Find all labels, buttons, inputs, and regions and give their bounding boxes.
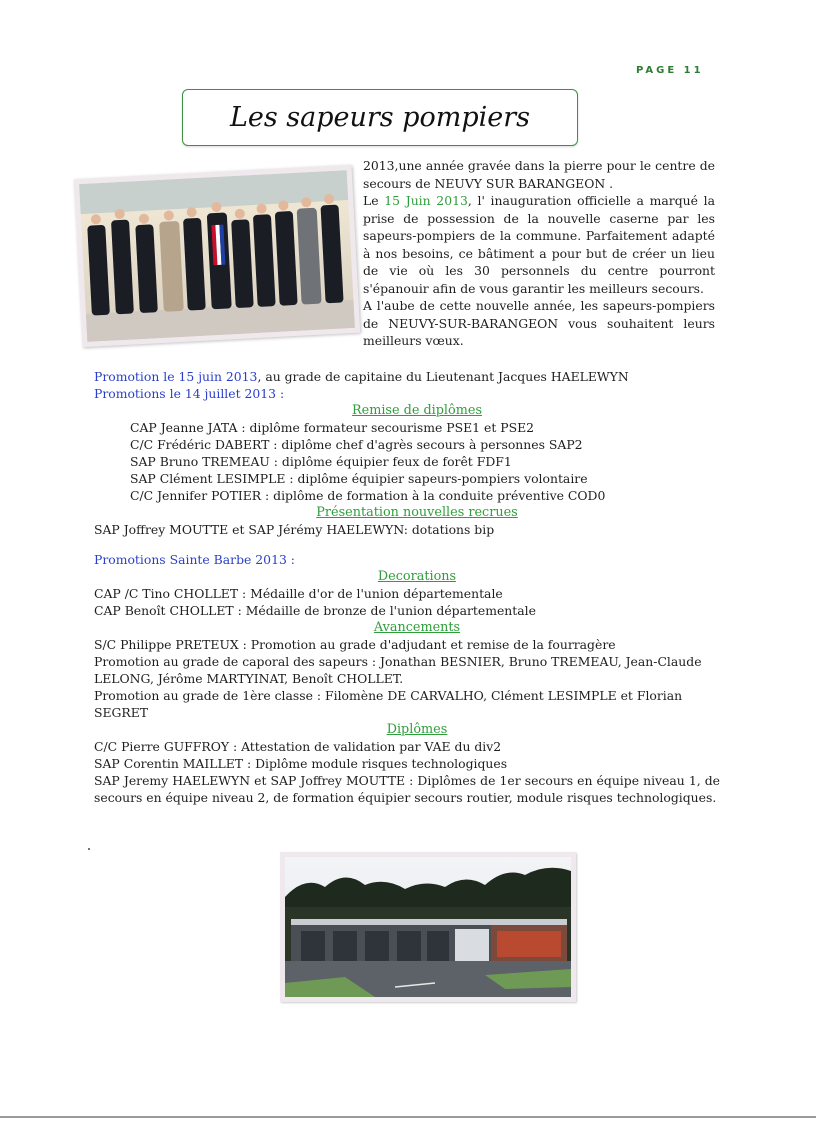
list-item: CAP Jeanne JATA : diplôme formateur secourisme PSE1 et PSE2 — [130, 420, 535, 435]
page-title: Les sapeurs pompiers — [229, 102, 531, 133]
recrues-text: SAP Joffrey MOUTTE et SAP Jérémy HAELEWYN: dotations bip — [94, 522, 495, 537]
list-item: SAP Bruno TREMEAU : diplôme équipier feux de forêt FDF1 — [130, 454, 512, 469]
list-item: SAP Corentin MAILLET : Diplôme module risques technologiques — [94, 756, 508, 771]
fire-station-photo-image — [285, 857, 571, 997]
intro-text — [363, 157, 715, 350]
promotions-section — [94, 368, 720, 806]
promotion-line-1-rest: , au grade de capitaine du Lieutenant Jacques HAELEWYN — [257, 369, 629, 384]
promotion-line-1 — [94, 368, 720, 385]
list-item: Promotion au grade de 1ère classe : Filomène DE CARVALHO, Clément LESIMPLE et Florian SEGRET — [94, 688, 683, 720]
heading-nouvelles-recrues: Présentation nouvelles recrues — [316, 505, 518, 520]
sainte-barbe-label: Promotions Sainte Barbe 2013 : — [94, 552, 295, 567]
list-item: C/C Pierre GUFFROY : Attestation de validation par VAE du div2 — [94, 739, 502, 754]
promotion-date-label: Promotion le 15 juin 2013 — [94, 369, 258, 384]
title-box — [182, 89, 578, 146]
remise-list — [94, 419, 720, 504]
inauguration-photo-image — [79, 170, 355, 342]
heading-avancements: Avancements — [373, 620, 461, 635]
heading-remise-diplomes: Remise de diplômes — [351, 403, 483, 418]
list-item: CAP Benoît CHOLLET : Médaille de bronze de l'union départementale — [94, 603, 536, 618]
list-item: C/C Frédéric DABERT : diplôme chef d'agrès secours à personnes SAP2 — [130, 437, 583, 452]
list-item: SAP Jeremy HAELEWYN et SAP Joffrey MOUTTE : Diplômes de 1er secours en équipe niveau 1, de secours en équipe niveau 2, de formation équipier secours routier, module risques technologiques. — [94, 773, 720, 805]
promotion-line-2: Promotions le 14 juillet 2013 : — [94, 386, 285, 401]
page-edge — [0, 1116, 816, 1118]
intro-paragraph-2 — [363, 192, 715, 297]
intro-p2-prefix: Le — [363, 193, 385, 208]
inauguration-photo — [74, 165, 360, 347]
list-item: C/C Jennifer POTIER : diplôme de formation à la conduite préventive COD0 — [130, 488, 606, 503]
intro-p2-rest: , l' inauguration officielle a marqué la prise de possession de la nouvelle caserne par les sapeurs-pompiers de la commune. Parfaitement adapté à nos besoins, ce bâtiment a pour but de créer un lieu de vie où les 30 personnels du centre pourront s'épanouir afin de vous garantir les meilleurs secours. — [363, 193, 715, 296]
intro-paragraph-1: 2013,une année gravée dans la pierre pour le centre de secours de NEUVY SUR BARANGEON . — [363, 158, 715, 191]
inauguration-date: 15 Juin 2013 — [384, 193, 468, 208]
heading-diplomes: Diplômes — [386, 722, 448, 737]
page-number: PAGE 11 — [636, 65, 704, 76]
list-item: CAP /C Tino CHOLLET : Médaille d'or de l'union départementale — [94, 586, 503, 601]
list-item: SAP Clément LESIMPLE : diplôme équipier sapeurs-pompiers volontaire — [130, 471, 588, 486]
list-item: S/C Philippe PRETEUX : Promotion au grade d'adjudant et remise de la fourragère — [94, 637, 616, 652]
intro-paragraph-3: A l'aube de cette nouvelle année, les sapeurs-pompiers de NEUVY-SUR-BARANGEON vous souhaitent leurs meilleurs vœux. — [363, 298, 715, 348]
scan-speck — [88, 848, 90, 850]
heading-decorations: Decorations — [377, 569, 457, 584]
fire-station-photo — [280, 852, 576, 1002]
list-item: Promotion au grade de caporal des sapeurs : Jonathan BESNIER, Bruno TREMEAU, Jean-Claude LELONG, Jérôme MARTYINAT, Benoît CHOLLET. — [94, 654, 702, 686]
